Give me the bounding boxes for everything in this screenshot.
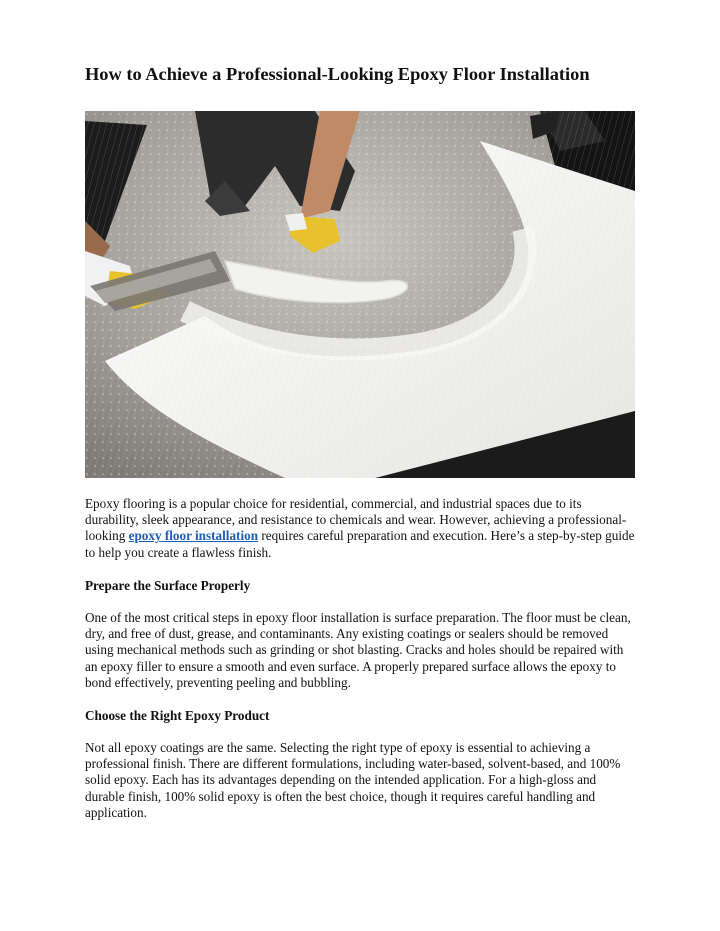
section-body-choose-product: Not all epoxy coatings are the same. Selecting the right type of epoxy is essential to achieving a professional finish. There are different formulations, including water-based, solvent-based, and 100% solid epoxy. Each has its advantages depending on the intended application. For a high-gloss and durable finish, 100% solid epoxy is often the best choice, though it requires careful handling and application.: [85, 740, 621, 820]
section-heading-choose-product: Choose the Right Epoxy Product: [85, 708, 270, 723]
photo-workers-spreading-epoxy-icon: [85, 111, 635, 478]
section-body-prepare-surface: One of the most critical steps in epoxy floor installation is surface preparation. The floor must be clean, dry, and free of dust, grease, and contaminants. Any existing coatings or sealers should be removed using mechanical methods such as grinding or shot blasting. Cracks and holes should be repaired with an epoxy filler to ensure a smooth and even surface. A properly prepared surface allows the epoxy to bond effectively, preventing peeling and bubbling.: [85, 610, 631, 690]
intro-text-after: requires careful preparation and execution. Here’s a step-by-step guide to help you create a flawless finish.: [85, 528, 635, 560]
page-title: How to Achieve a Professional-Looking Epoxy Floor Installation: [85, 64, 590, 84]
intro-text-before: Epoxy flooring is a popular choice for residential, commercial, and industrial spaces due to its durability, sleek appearance, and resistance to chemicals and wear. However, achieving a professional-looking: [85, 496, 627, 544]
epoxy-floor-installation-link[interactable]: epoxy floor installation: [128, 528, 259, 544]
intro-paragraph: [85, 496, 637, 561]
article-photo: [85, 111, 635, 478]
section-heading-prepare-surface: Prepare the Surface Properly: [85, 578, 251, 593]
